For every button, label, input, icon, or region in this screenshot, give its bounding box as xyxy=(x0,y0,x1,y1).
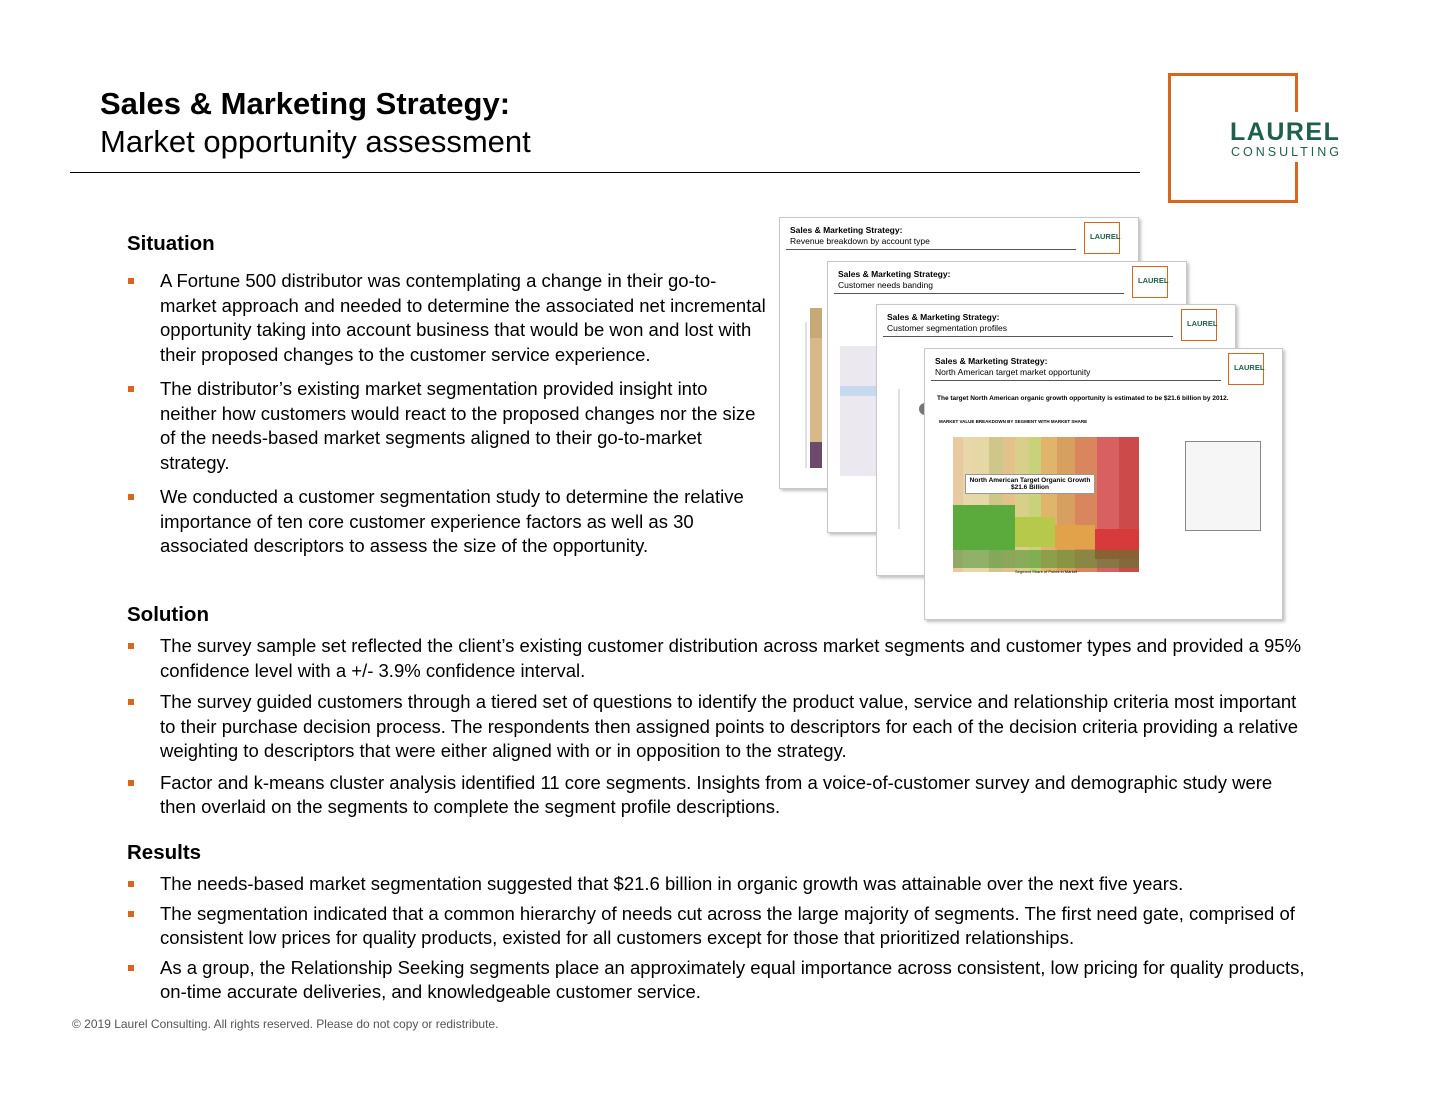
list-item: The distributor’s existing market segmentation provided insight into neither how customers would react to the proposed changes nor the size of the needs-based market segments aligned to their go-to-market strategy. xyxy=(127,377,767,475)
situation-list xyxy=(127,269,767,559)
list-item: As a group, the Relationship Seeking segments place an approximately equal importance across consistent, low pricing for quality products, on-time accurate deliveries, and knowledgeable customer service. xyxy=(127,956,1307,1005)
list-item: The needs-based market segmentation suggested that $21.6 billion in organic growth was attainable over the next five years. xyxy=(127,872,1307,897)
situation-heading: Situation xyxy=(127,232,215,255)
list-item: The survey guided customers through a tiered set of questions to identify the product value, service and relationship criteria most important to their purchase decision process. The respondents then assigned points to descriptors for each of the decision criteria providing a relative weighting to descriptors that were either aligned with or in opposition to the strategy. xyxy=(127,690,1307,764)
thumbnail-target-market: Sales & Marketing Strategy: North American target market opportunity LAUREL The target North American organic growth opportunity is estimated to be $21.6 billion by 2012. MARKET VALUE BREAKDOWN BY SEGMENT WITH MARKET SHARE North American Target Organic Growth $21.6 Billion Segment Share of Points in Market xyxy=(924,348,1283,620)
thumbnail-revenue-breakdown: Sales & Marketing Strategy: Revenue breakdown by account type LAUREL xyxy=(779,217,1139,489)
page-subtitle: Market opportunity assessment xyxy=(100,124,531,159)
thumbnail-callout: North American Target Organic Growth $21.6 Billion xyxy=(965,474,1095,494)
list-item: A Fortune 500 distributor was contemplating a change in their go-to-market approach and needed to determine the associated net incremental opportunity taking into account business that would be won and lost with their proposed changes to the customer service experience. xyxy=(127,269,767,367)
copyright-footer: © 2019 Laurel Consulting. All rights reserved. Please do not copy or redistribute. xyxy=(72,1017,499,1031)
page-title xyxy=(100,86,531,162)
list-item: The segmentation indicated that a common hierarchy of needs cut across the large majority of segments. The first need gate, comprised of consistent low prices for quality products, existed for all customers except for those that prioritized relationships. xyxy=(127,902,1307,951)
title-divider xyxy=(70,172,1140,173)
page-title-main: Sales & Marketing Strategy: xyxy=(100,86,511,121)
list-item: We conducted a customer segmentation study to determine the relative importance of ten core customer experience factors as well as 30 associated descriptors to assess the size of the opportunity. xyxy=(127,485,767,559)
solution-heading: Solution xyxy=(127,603,209,626)
thumbnail-segmentation-profiles: Sales & Marketing Strategy: Customer segmentation profiles LAUREL xyxy=(876,304,1236,576)
list-item: Factor and k-means cluster analysis identified 11 core segments. Insights from a voice-of-customer survey and demographic study were then overlaid on the segments to complete the segment profile descriptions. xyxy=(127,771,1307,820)
solution-list xyxy=(127,634,1307,820)
logo-name: LAUREL xyxy=(1230,118,1341,146)
thumbnail-legend xyxy=(1185,441,1261,531)
results-heading: Results xyxy=(127,841,202,864)
list-item: The survey sample set reflected the client’s existing customer distribution across market segments and customer types and provided a 95% confidence level with a +/- 3.9% confidence interval. xyxy=(127,634,1307,683)
thumbnail-market-chart xyxy=(939,437,1179,577)
thumbnail-needs-banding: Sales & Marketing Strategy: Customer needs banding LAUREL xyxy=(827,261,1187,533)
logo-tagline: CONSULTING xyxy=(1231,145,1343,159)
results-list xyxy=(127,872,1307,1005)
